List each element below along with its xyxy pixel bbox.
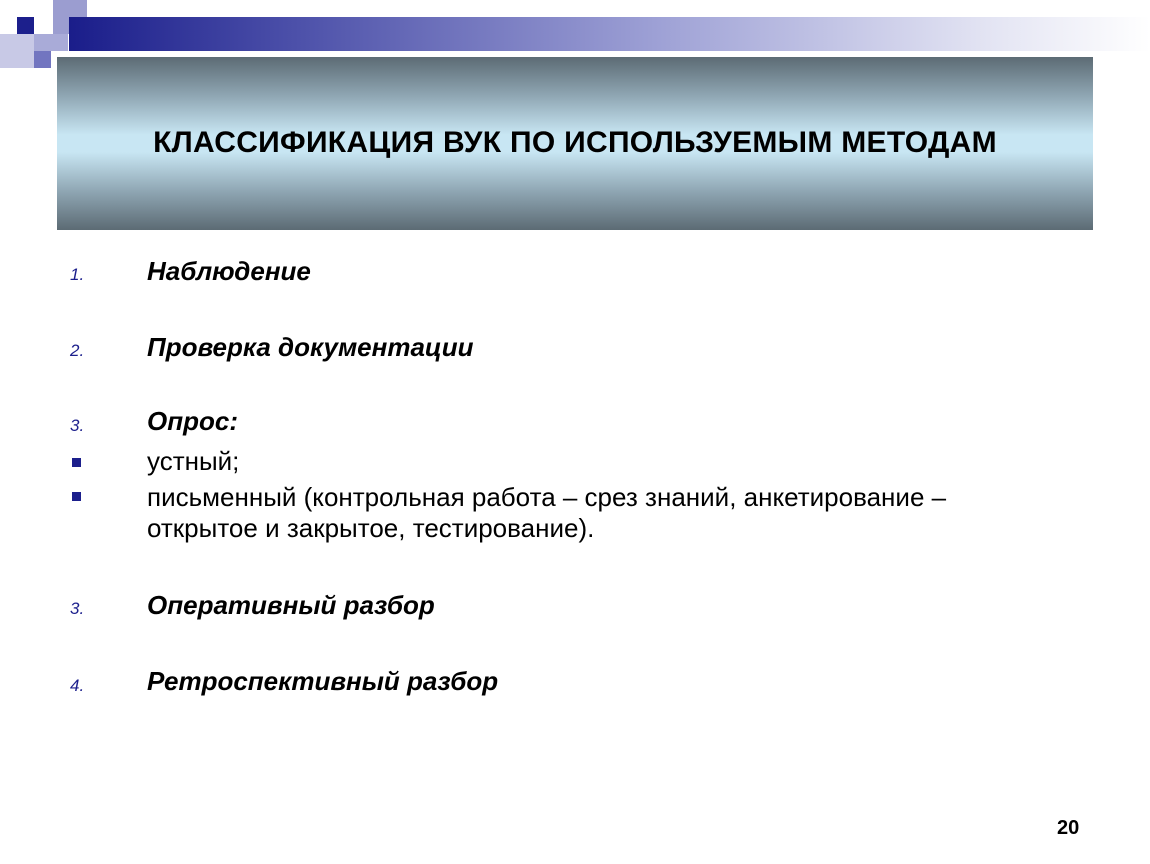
list-item: Оперативный разбор xyxy=(147,590,435,620)
page-number: 20 xyxy=(1057,817,1080,839)
item-number: 1. xyxy=(70,265,85,284)
item-number: 3. xyxy=(70,416,85,435)
item-number: 4. xyxy=(70,676,85,695)
item-number: 3. xyxy=(70,599,85,618)
item-number: 2. xyxy=(70,341,85,360)
sub-list-item: письменный (контрольная работа – срез знаний, анкетирование – открытое и закрытое, тестирование). xyxy=(147,482,947,543)
slide-title: КЛАССИФИКАЦИЯ ВУК ПО ИСПОЛЬЗУЕМЫМ МЕТОДАМ xyxy=(153,125,997,159)
list-item: Проверка документации xyxy=(147,332,474,362)
sub-list-item: устный; xyxy=(147,446,240,476)
list-item: Наблюдение xyxy=(147,256,311,286)
square-bullet-icon xyxy=(72,492,81,501)
list-item: Опрос: xyxy=(147,406,238,436)
square-bullet-icon xyxy=(72,458,81,467)
list-item: Ретроспективный разбор xyxy=(147,666,499,696)
